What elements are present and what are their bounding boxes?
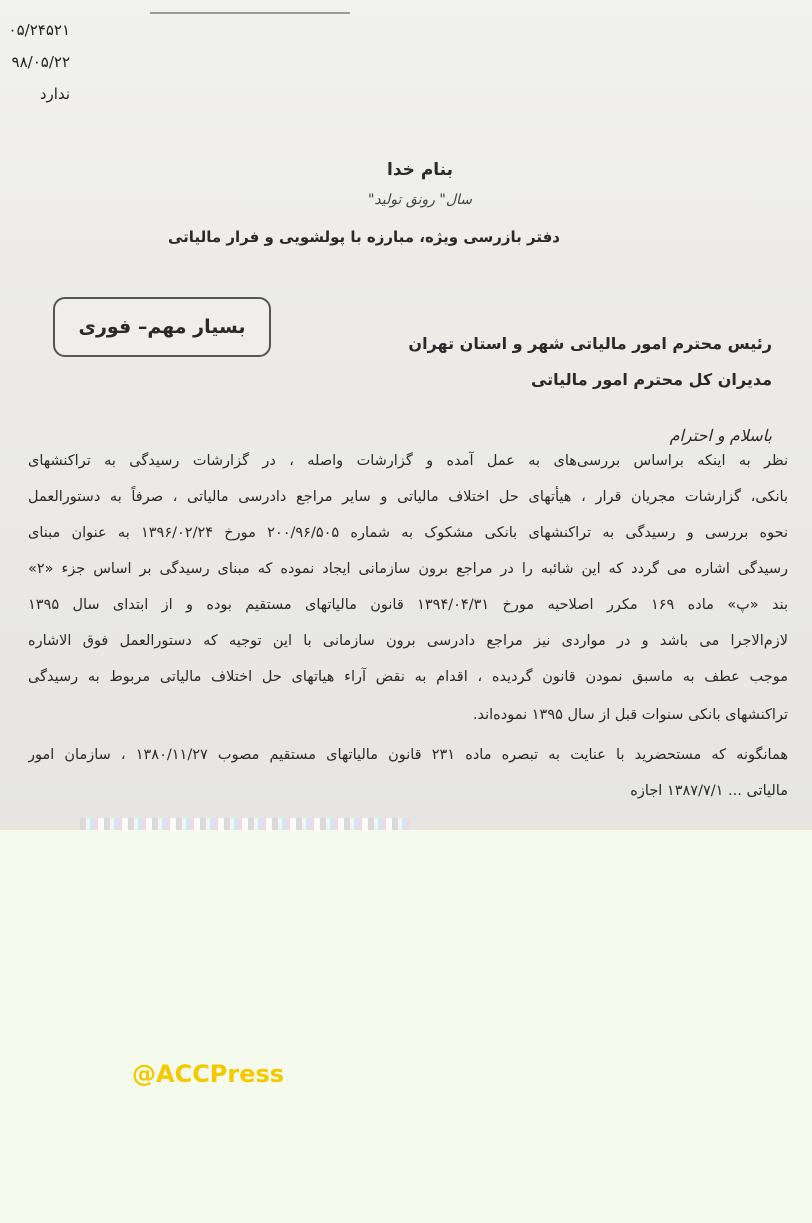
recipient-line-1: رئیس محترم امور مالیاتی شهر و استان تهران <box>408 334 772 353</box>
body-line: تراکنشهای بانکی سنوات قبل از سال ۱۳۹۵ نموده‌اند. <box>472 707 788 723</box>
body-line: همانگونه که مستحضرید با عنایت به تبصره ماده ۲۳۱ قانون مالیاتهای مستقیم مصوب ۱۳۸۰/۱۱/۲۷ ، سازمان امور <box>28 747 788 763</box>
body-line: مالیاتی ... ۱۳۸۷/۷/۱ اجازه <box>630 783 788 799</box>
body-line: نظر به اینکه براساس بررسی‌های به عمل آمده و گزارشات واصله ، در گزارشات رسیدگی به تراکنشهای <box>28 453 788 469</box>
watermark-text: @ACCPress <box>132 1060 285 1088</box>
body-line: بانکی، گزارشات مجریان قرار ، هیأتهای حل اختلاف مالیاتی و سایر مراجع دادرسی مالیاتی ، صرفاً به دستورالعمل <box>28 489 788 505</box>
letter-number: ۰۵/۲۴۵۲۱ <box>8 21 70 39</box>
body-line: لازم‌الاجرا می باشد و در مواردی نیز مراجع دادرسی برون سازمانی با این توجیه که دستورالعمل فوق الاشاره <box>28 633 788 649</box>
blank-lower-area <box>0 830 812 1223</box>
year-slogan: سال" رونق تولید" <box>367 192 472 208</box>
body-line: بند «پ» ماده ۱۶۹ مکرر اصلاحیه مورخ ۱۳۹۴/۰۴/۳۱ قانون مالیاتهای مستقیم بوده و از ابتدای سال ۱۳۹۵ <box>28 597 788 613</box>
letter-reference-block <box>0 14 70 110</box>
office-title: دفتر بازرسی ویژه، مبارزه با پولشویی و فرار مالیاتی <box>168 228 560 246</box>
letter-attachment: ندارد <box>39 85 70 103</box>
body-line: نحوه بررسی و رسیدگی به تراکنشهای بانکی مشکوک به شماره ۲۰۰/۹۶/۵۰۵ مورخ ۱۳۹۶/۰۲/۲۴ به عنوان مبنای <box>28 525 788 541</box>
recipient-line-2: مدیران کل محترم امور مالیاتی <box>530 370 772 389</box>
bismillah-heading: بنام خدا <box>387 160 453 180</box>
scan-edge-line <box>150 12 350 14</box>
urgent-label: بسیار مهم– فوری <box>78 316 246 338</box>
body-line: رسیدگی اشاره می گردد که این شائبه را در مراجع برون سازمانی ایجاد نموده که مبنای رسیدگی بر اساس جزء «۲» <box>28 561 788 577</box>
body-line: موجب عطف به ماسبق نمودن قانون گردیده ، اقدام به نقض آراء هیاتهای حل اختلاف مالیاتی مربوط به رسیدگی <box>28 669 788 685</box>
letter-date: ۹۸/۰۵/۲۲ <box>11 53 70 71</box>
urgent-stamp <box>53 297 271 357</box>
scan-artifact-strip <box>80 818 410 830</box>
greeting-handwritten: باسلام و احترام <box>669 426 772 445</box>
